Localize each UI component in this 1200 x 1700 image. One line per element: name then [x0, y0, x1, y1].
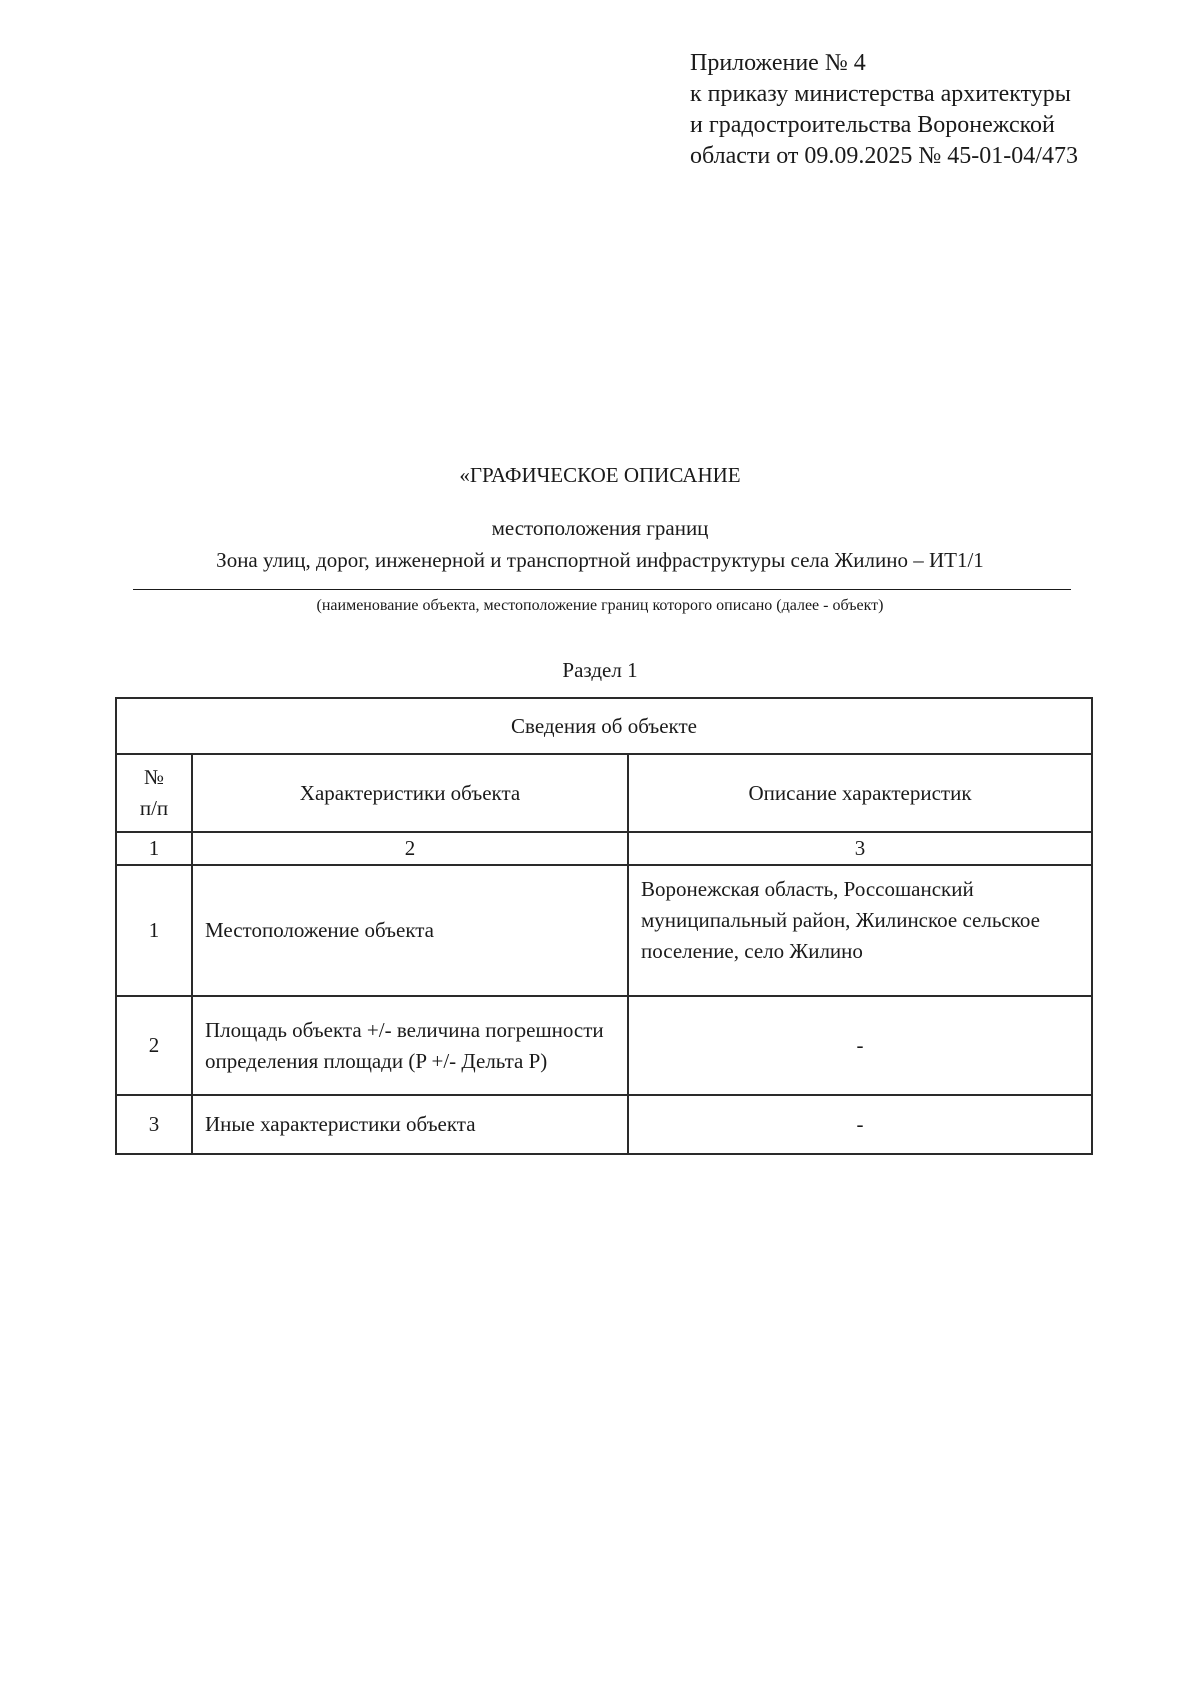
header-num-line1: №: [143, 765, 165, 789]
document-title: «ГРАФИЧЕСКОЕ ОПИСАНИЕ: [459, 463, 741, 487]
table-row: [116, 996, 1092, 1095]
row-characteristic: Иные характеристики объекта: [192, 1095, 628, 1154]
appendix-line-4: области от 09.09.2025 № 45-01-04/473: [690, 143, 1078, 169]
row-description: Воронежская область, Россошанский муниципальный район, Жилинское сельское поселение, село Жилино: [628, 865, 1092, 996]
column-number: 2: [192, 832, 628, 865]
header-num-line2: п/п: [139, 796, 169, 820]
object-info-table: [115, 697, 1093, 1155]
row-characteristic: Местоположение объекта: [192, 865, 628, 996]
table-caption-row: [116, 698, 1092, 754]
row-num: 1: [116, 865, 192, 996]
column-number: 3: [628, 832, 1092, 865]
table-row: [116, 1095, 1092, 1154]
appendix-line-2: к приказу министерства архитектуры: [690, 81, 1071, 107]
column-number: 1: [116, 832, 192, 865]
appendix-line-1: Приложение № 4: [690, 50, 866, 76]
document-subtitle: местоположения границ: [491, 516, 709, 540]
header-characteristics: Характеристики объекта: [192, 754, 628, 832]
column-numbers-row: [116, 832, 1092, 865]
table-header-row: [116, 754, 1092, 832]
row-num: 2: [116, 996, 192, 1095]
object-name-caption: (наименование объекта, местоположение границ которого описано (далее - объект): [316, 597, 884, 614]
object-name: Зона улиц, дорог, инженерной и транспортной инфраструктуры села Жилино – ИТ1/1: [216, 548, 984, 572]
section-title: Раздел 1: [562, 658, 638, 682]
table-row: [116, 865, 1092, 996]
row-description: -: [628, 1095, 1092, 1154]
appendix-line-3: и градостроительства Воронежской: [690, 112, 1055, 138]
header-num: [116, 754, 192, 832]
row-description: -: [628, 996, 1092, 1095]
table-caption: Сведения об объекте: [116, 698, 1092, 754]
row-characteristic: Площадь объекта +/- величина погрешности определения площади (P +/- Дельта P): [192, 996, 628, 1095]
appendix-header: [690, 48, 1170, 172]
row-num: 3: [116, 1095, 192, 1154]
header-description: Описание характеристик: [628, 754, 1092, 832]
object-name-underline: [133, 589, 1071, 590]
